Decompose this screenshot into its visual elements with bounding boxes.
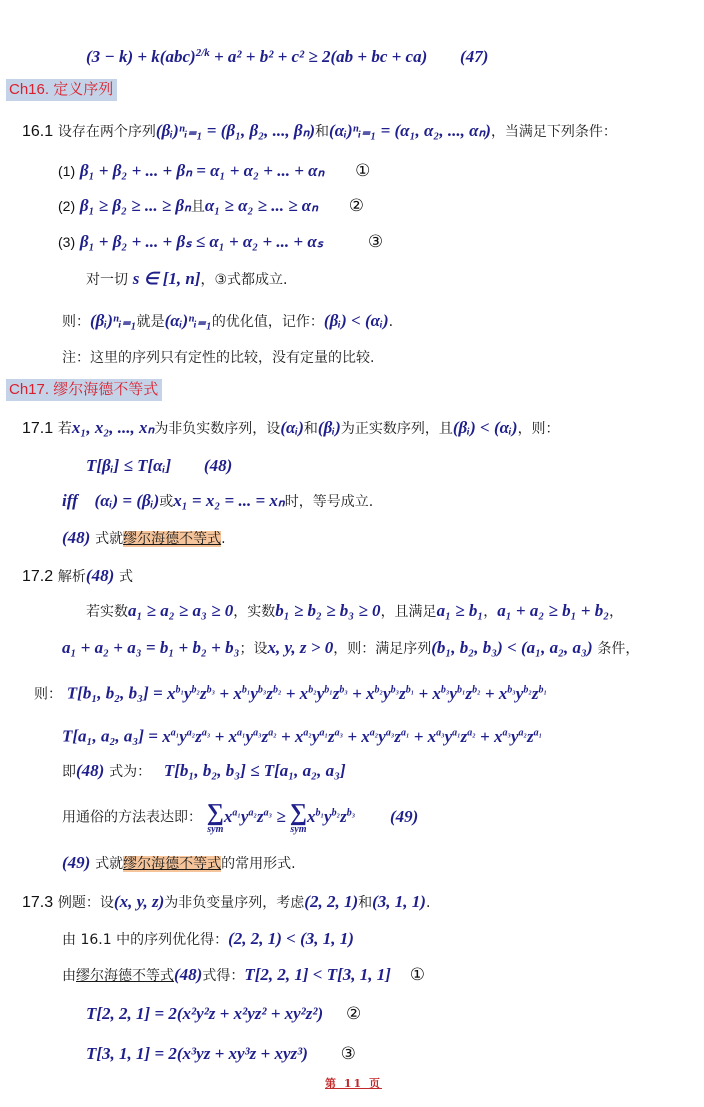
condition-3: (3) β₁ + β₂ + ... + βₛ ≤ α₁ + α₂ + ... + αₛ ③ [58, 232, 384, 252]
symmetric-sum-line: 用通俗的方法表达即： ∑ sym $x^{a_1}y^{a_2}z^{a_3}$ ≥ ∑ sym $x^{b_1}y^{b_2}z^{b_3}$ (49) [62, 799, 419, 835]
Ta-expansion: T[a₁, a₂, $a_3] = x^{a_1}y^{a_2}z^{a_3} + x^{a_1}y^{a_3}z^{a_2} + x^{a_2}y^{a_1}z^{a_3} + x^{a_2}y^{a_3}z^{a_1} + x^{a_3}y^{a_1}z^{a_2} + x^{a_3}y^{a_2}z^{a_1}$ [62, 726, 543, 746]
circled-mark: ① [355, 161, 371, 181]
Ta-terms: $x^{a_1}y^{a_2}z^{a_3} + x^{a_1}y^{a_3}z^{a_2} + x^{a_2}y^{a_1}z^{a_3} + x^{a_2}y^{a_3}z^{a_1} + x^{a_3}y^{a_1}z^{a_2} + x^{a_3}y^{a_2}z^{a_1}$ [162, 726, 543, 746]
highlighted-term: 缪尔海德不等式 [123, 856, 222, 872]
Tb-terms: $x^{b_1}y^{b_2}z^{b_3} + x^{b_1}y^{b_3}z^{b_2} + x^{b_2}y^{b_1}z^{b_3} + x^{b_2}y^{b_3}z^{b_1} + x^{b_3}y^{b_1}z^{b_2} + x^{b_3}y^{b_2}z^{b_1}$ [166, 683, 547, 703]
section-17-3-title: 17.3 例题：设(x, y, z)为非负变量序列，考虑(2, 2, 1)和(3, 1, 1). [22, 892, 431, 911]
section-17-1-intro: 17.1 若x₁, x₂, ..., xₙ为非负实数序列，设(αᵢ)和(βᵢ)为正实数序列，且(βᵢ) < (αᵢ)，则： [22, 418, 560, 437]
page-number: 第 11 页 [325, 1077, 382, 1090]
example-line-1: 由 16.1 中的序列优化得：(2, 2, 1) < (3, 1, 1) [62, 929, 354, 948]
example-line-3: T[2, 2, 1] = 2(x²y²z + x²yz² + xy²z²) ② [86, 1004, 362, 1024]
sum-symbol: ∑ sym [206, 799, 224, 835]
forall-line: 对一切 s ∈ [1, n]，③式都成立. [86, 269, 288, 288]
iff-line: iff (αᵢ) = (βᵢ)或x₁ = x₂ = ... = xₙ时，等号成立. [62, 491, 374, 510]
chapter-heading-17: Ch17. 缪尔海德不等式 [6, 379, 162, 401]
Tb-expansion: 则： T[b₁, b₂, $b_3] = x^{b_1}y^{b_2}z^{b_3} + x^{b_1}y^{b_3}z^{b_2} + x^{b_2}y^{b_1}z^{b_3} + x^{b_2}y^{b_3}z^{b_1} + x^{b_3}y^{b_1}z^{b_2} + x^{b_3}y^{b_2}z^{b_1}$ [34, 683, 547, 703]
chapter-heading-16: Ch16. 定义序列 [6, 79, 117, 101]
then-line: 则：(βᵢ)ⁿᵢ₌₁就是(αᵢ)ⁿᵢ₌₁的优化值，记作：(βᵢ) < (αᵢ). [62, 311, 394, 330]
conclusion-49: (49) 式就缪尔海德不等式的常用形式. [62, 853, 296, 872]
conclusion-48: (48) 式就缪尔海德不等式. [62, 528, 226, 547]
equation-tag: (47) [460, 47, 489, 66]
condition-2: (2) β₁ ≥ β₂ ≥ ... ≥ βₙ且α₁ ≥ α₂ ≥ ... ≥ αₙ ② [58, 196, 365, 216]
circled-mark: ① [409, 965, 425, 985]
circled-mark: ③ [340, 1044, 356, 1064]
circled-mark: ③ [367, 232, 384, 252]
ie-line: 即(48) 式为： T[b₁, b₂, b₃] ≤ T[a₁, a₂, a₃] [62, 761, 346, 780]
equation-48: T[βᵢ] ≤ T[αᵢ] (48) [86, 456, 233, 475]
condition-1: (1) β₁ + β₂ + ... + βₙ = α₁ + α₂ + ... + αₙ ① [58, 161, 371, 181]
section-17-2-title: 17.2 解析(48) 式 [22, 566, 134, 585]
analysis-line-2: a₁ + a₂ + a₃ = b₁ + b₂ + b₃；设x, y, z > 0，则：满足序列(b₁, b₂, b₃) < (a₁, a₂, a₃) 条件， [62, 638, 640, 657]
sum-symbol: ∑ sym [289, 799, 308, 835]
equation-47: (3 − k) + k(abc)$^{2/k}$ + a² + b² + c² ≥ 2(ab + bc + ca) (47) [86, 47, 489, 66]
analysis-line-1: 若实数a₁ ≥ a₂ ≥ a₃ ≥ 0，实数b₁ ≥ b₂ ≥ b₃ ≥ 0，且满足a₁ ≥ b₁，a₁ + a₂ ≥ b₁ + b₂， [86, 601, 624, 620]
underlined-term: 缪尔海德不等式 [76, 968, 174, 984]
equation-tag: (49) [389, 806, 419, 826]
equation-tag: (48) [203, 456, 233, 475]
note-line: 注：这里的序列只有定性的比较，没有定量的比较. [62, 350, 375, 366]
highlighted-term: 缪尔海德不等式 [123, 531, 222, 547]
example-line-2: 由缪尔海德不等式(48)式得：T[2, 2, 1] < T[3, 1, 1] ① [62, 965, 425, 985]
section-16-1-intro: 16.1 设存在两个序列(βᵢ)ⁿᵢ₌₁ = (β₁, β₂, ..., βₙ)和(αᵢ)ⁿᵢ₌₁ = (α₁, α₂, ..., αₙ)，当满足下列条件： [22, 121, 617, 140]
circled-mark: ② [348, 196, 365, 216]
example-line-4: T[3, 1, 1] = 2(x³yz + xy³z + xyz³) ③ [86, 1044, 356, 1064]
circled-mark: ② [345, 1004, 362, 1024]
